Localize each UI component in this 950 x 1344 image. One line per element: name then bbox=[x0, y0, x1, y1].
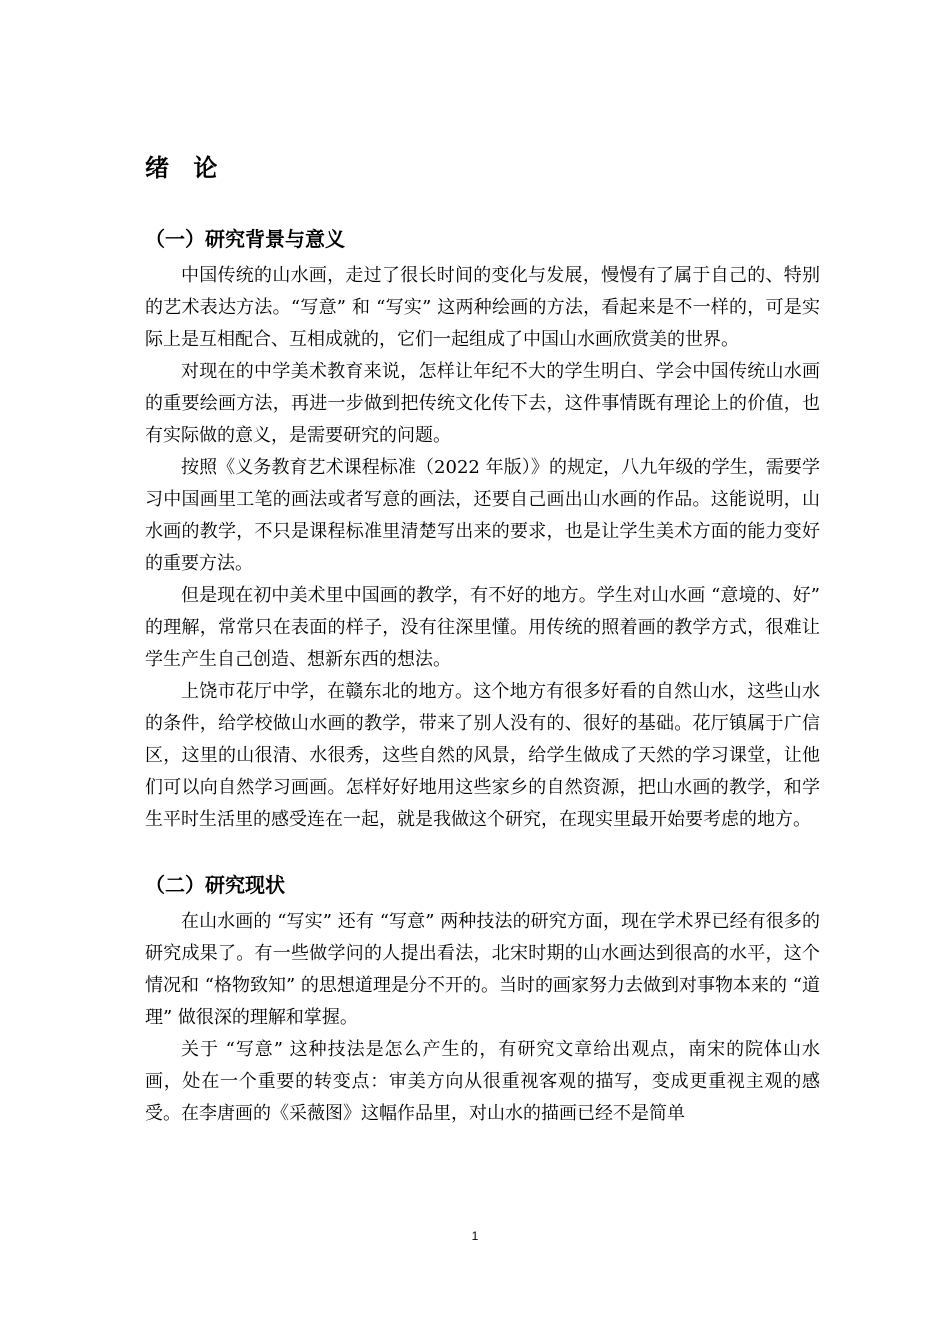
chapter-title: 绪 论 bbox=[145, 154, 226, 182]
paragraph: 在山水画的 “写实” 还有 “写意” 两种技法的研究方面，现在学术界已经有很多的研究成果了。有一些做学问的人提出看法，北宋时期的山水画达到很高的水平，这个情况和 “格物致知” 的思想道理是分不开的。当时的画家努力去做到对事物本来的 “道理” 做很深的理解和掌握。 bbox=[145, 911, 820, 1028]
section-title: （一）研究背景与意义 bbox=[145, 227, 345, 251]
section-research-status bbox=[145, 870, 820, 1130]
section-title: （二）研究现状 bbox=[145, 873, 285, 897]
paragraph: 按照《义务教育艺术课程标准（2022 年版）》的规定，八九年级的学生，需要学习中国画里工笔的画法或者写意的画法，还要自己画出山水画的作品。这能说明，山水画的教学，不只是课程标准里清楚写出来的要求，也是让学生美术方面的能力变好的重要方法。 bbox=[145, 457, 820, 574]
page-body bbox=[145, 150, 820, 1130]
paragraph: 对现在的中学美术教育来说，怎样让年纪不大的学生明白、学会中国传统山水画的重要绘画方法，再进一步做到把传统文化传下去，这件事情既有理论上的价值，也有实际做的意义，是需要研究的问题。 bbox=[145, 361, 820, 446]
paragraph: 上饶市花厅中学，在赣东北的地方。这个地方有很多好看的自然山水，这些山水的条件，给学校做山水画的教学，带来了别人没有的、很好的基础。花厅镇属于广信区，这里的山很清、水很秀，这些自然的风景，给学生做成了天然的学习课堂，让他们可以向自然学习画画。怎样好好地用这些家乡的自然资源，把山水画的教学，和学生平时生活里的感受连在一起，就是我做这个研究，在现实里最开始要考虑的地方。 bbox=[145, 681, 820, 830]
page-number: 1 bbox=[471, 1229, 479, 1243]
paragraph: 关于 “写意” 这种技法是怎么产生的，有研究文章给出观点，南宋的院体山水画，处在一个重要的转变点：审美方向从很重视客观的描写，变成更重视主观的感受。在李唐画的《采薇图》这幅作品里，对山水的描画已经不是简单 bbox=[145, 1039, 820, 1124]
paragraph: 但是现在初中美术里中国画的教学，有不好的地方。学生对山水画 “意境的、好” 的理解，常常只在表面的样子，没有往深里懂。用传统的照着画的教学方式，很难让学生产生自己创造、想新东西的想法。 bbox=[145, 585, 820, 670]
section-research-background bbox=[145, 224, 820, 836]
paragraph: 中国传统的山水画，走过了很长时间的变化与发展，慢慢有了属于自己的、特别的艺术表达方法。“写意” 和 “写实” 这两种绘画的方法，看起来是不一样的，可是实际上是互相配合、互相成就的，它们一起组成了中国山水画欣赏美的世界。 bbox=[145, 265, 820, 350]
